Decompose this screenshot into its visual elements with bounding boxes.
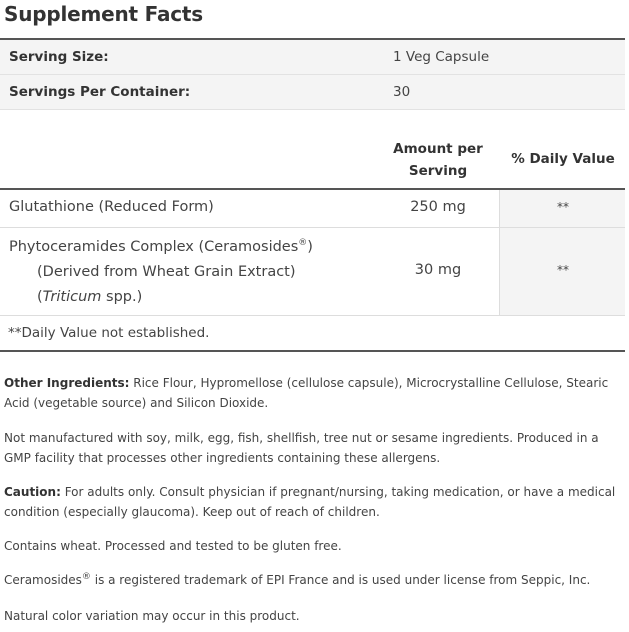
page-title: Supplement Facts — [4, 2, 203, 26]
serving-size-value: 1 Veg Capsule — [393, 49, 490, 65]
color-variation-note: Natural color variation may occur in this product. — [4, 609, 300, 623]
servings-per-container-value: 30 — [393, 84, 411, 100]
other-ingredients — [4, 373, 616, 413]
species-name: Triticum — [42, 289, 102, 305]
ingredient-name-line1: Phytoceramides Complex (Ceramosides — [9, 239, 299, 255]
ingredient-amount: 30 mg — [414, 262, 462, 278]
wheat-statement: Contains wheat. Processed and tested to be gluten free. — [4, 539, 342, 553]
ingredient-row — [0, 190, 625, 228]
servings-per-container-row — [0, 75, 625, 110]
registered-mark: ® — [298, 238, 308, 249]
ingredient-name-line1-end: ) — [307, 239, 313, 255]
amount-header-line1: Amount per — [393, 141, 483, 157]
species-suffix: spp.) — [101, 289, 143, 305]
ingredient-name: Glutathione (Reduced Form) — [9, 199, 214, 215]
column-headers — [0, 108, 625, 190]
allergen-statement: Not manufactured with soy, milk, egg, fish, shellfish, tree nut or sesame ingredients. Produced in a GMP facility that processes other ingredients containing these allergens. — [4, 431, 599, 465]
paren-open: ( — [37, 289, 43, 305]
ingredient-name — [9, 235, 313, 310]
amount-header — [380, 138, 496, 182]
table-footnote: **Daily Value not established. — [8, 325, 210, 341]
ingredient-dv: ** — [557, 263, 569, 277]
trademark-name: Ceramosides — [4, 573, 82, 587]
trademark-text: is a registered trademark of EPI France and is used under license from Seppic, Inc. — [90, 573, 591, 587]
ingredient-amount: 250 mg — [410, 199, 466, 215]
column-divider — [499, 190, 500, 227]
daily-value-header: % Daily Value — [511, 151, 615, 167]
column-divider — [499, 228, 500, 315]
other-ingredients-label: Other Ingredients: — [4, 376, 130, 390]
ingredient-dv: ** — [557, 200, 569, 214]
registered-mark: ® — [81, 572, 91, 582]
caution-label: Caution: — [4, 485, 61, 499]
ingredient-name-line2: (Derived from Wheat Grain Extract) — [37, 264, 296, 280]
ingredient-row — [0, 228, 625, 316]
other-ingredients-text: Rice Flour, Hypromellose (cellulose capsule), Microcrystalline Cellulose, Stearic Acid (vegetable source) and Silicon Dioxide. — [4, 376, 609, 410]
servings-per-container-label: Servings Per Container: — [9, 84, 191, 100]
serving-size-row — [0, 40, 625, 75]
caution-text: For adults only. Consult physician if pregnant/nursing, taking medication, or have a medical condition (especially glaucoma). Keep out of reach of children. — [4, 485, 616, 519]
trademark-statement — [4, 570, 616, 590]
caution-statement — [4, 482, 616, 522]
serving-size-label: Serving Size: — [9, 49, 109, 65]
table-footnote-row — [0, 316, 625, 352]
amount-header-line2: Serving — [408, 163, 468, 179]
supplement-facts-table — [0, 38, 625, 110]
ingredient-name-line3 — [9, 285, 313, 310]
